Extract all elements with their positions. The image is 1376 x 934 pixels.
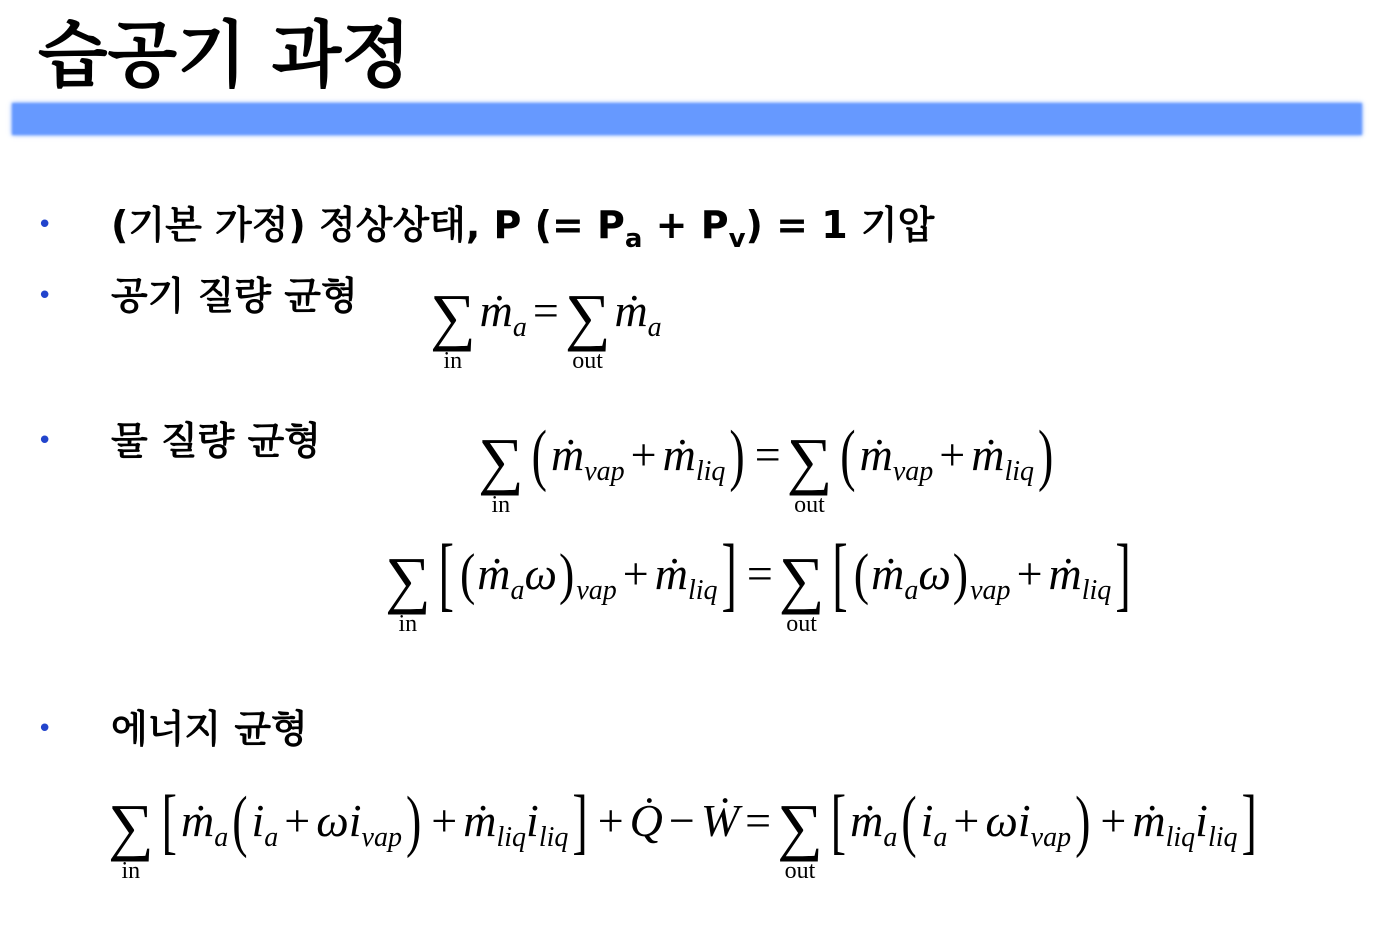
right-paren: ) — [405, 782, 422, 859]
limit-in: in — [121, 858, 141, 884]
left-bracket: [ — [161, 779, 177, 861]
m-dot-symbol: ṁ — [654, 548, 688, 599]
summation-in — [385, 544, 431, 637]
enthalpy-i-symbol: i — [526, 795, 539, 846]
lhs-terms — [435, 527, 779, 619]
water-mass-balance-equation-1 — [478, 416, 1057, 518]
subscript-a: a — [510, 575, 525, 606]
summation-in — [108, 791, 154, 884]
subscript-a: a — [624, 224, 643, 254]
slide-title: 습공기 과정 — [38, 13, 411, 97]
subscript-a: a — [933, 822, 948, 853]
bullet-marker: • — [37, 714, 53, 744]
subscript-liq: liq — [538, 822, 569, 853]
energy-balance-equation — [108, 779, 1261, 884]
sigma-symbol: ∑ — [564, 281, 611, 352]
left-bracket: [ — [438, 527, 454, 619]
air-mass-balance-equation — [430, 281, 662, 374]
enthalpy-i-symbol: i — [251, 795, 265, 846]
summation-out — [786, 425, 833, 518]
omega-symbol: ω — [524, 548, 557, 599]
section-heading-water-mass: 물 질량 균형 — [111, 419, 321, 463]
m-dot-symbol: ṁ — [477, 548, 511, 599]
left-bracket: [ — [830, 779, 847, 861]
subscript-vap: vap — [892, 456, 934, 487]
subscript-liq: liq — [687, 575, 718, 606]
operator-plus: + — [284, 795, 311, 846]
limit-in: in — [491, 492, 511, 518]
m-dot-symbol: ṁ — [479, 285, 513, 336]
bullet-marker: • — [37, 210, 53, 240]
operator-plus: + — [597, 795, 624, 846]
subscript-liq: liq — [1004, 456, 1035, 487]
m-dot-symbol: ṁ — [550, 429, 585, 480]
section-heading-air-mass: 공기 질량 균형 — [111, 274, 358, 318]
bullet-marker: • — [37, 426, 53, 456]
right-paren: ) — [729, 416, 745, 493]
m-dot-symbol: ṁ — [180, 795, 215, 846]
enthalpy-i-symbol: i — [1195, 795, 1208, 846]
lhs-terms — [158, 779, 778, 861]
subscript-vap: vap — [970, 575, 1011, 606]
m-dot-symbol: ṁ — [662, 429, 696, 480]
m-dot-symbol: ṁ — [871, 548, 905, 599]
subscript-liq: liq — [1165, 822, 1196, 853]
left-paren: ( — [232, 782, 248, 859]
sigma-symbol: ∑ — [430, 281, 476, 352]
right-paren: ) — [1038, 416, 1054, 493]
m-dot-symbol: ṁ — [463, 795, 497, 846]
summation-in — [430, 281, 476, 374]
subscript-vap: vap — [1030, 822, 1072, 853]
subscript-a: a — [512, 312, 527, 343]
operator-plus: + — [630, 429, 657, 480]
sigma-symbol: ∑ — [108, 791, 154, 862]
rhs-terms — [836, 416, 1057, 493]
assumption-prefix: (기본 가정) 정상상태, P (= P — [111, 203, 625, 247]
limit-out: out — [572, 348, 603, 374]
m-dot-symbol: ṁ — [1048, 548, 1082, 599]
subscript-a: a — [264, 822, 279, 853]
right-paren: ) — [952, 541, 969, 606]
assumption-text — [111, 200, 934, 255]
left-paren: ( — [853, 541, 870, 606]
limit-in: in — [443, 348, 463, 374]
operator-plus: + — [1016, 548, 1043, 599]
left-paren: ( — [531, 416, 547, 493]
subscript-a: a — [214, 822, 229, 853]
subscript-liq: liq — [1207, 822, 1238, 853]
operator-plus: + — [622, 548, 649, 599]
operator-plus: + — [431, 795, 458, 846]
summation-out — [564, 281, 611, 374]
summation-in — [478, 425, 524, 518]
right-paren: ) — [1075, 782, 1091, 859]
enthalpy-i-symbol: i — [920, 795, 934, 846]
limit-out: out — [784, 858, 816, 884]
m-dot-symbol: ṁ — [859, 429, 893, 480]
left-paren: ( — [840, 416, 856, 493]
sigma-symbol: ∑ — [385, 544, 431, 615]
assumption-suffix: ) = 1 기압 — [745, 203, 935, 247]
left-paren: ( — [901, 782, 917, 859]
subscript-vap: vap — [361, 822, 402, 853]
subscript-liq: liq — [1081, 575, 1112, 606]
m-dot-symbol: ṁ — [850, 795, 884, 846]
limit-in: in — [398, 611, 418, 637]
right-paren: ) — [559, 541, 575, 606]
title-underline-bar — [12, 103, 1362, 135]
summation-out — [777, 791, 823, 884]
operator-equals: = — [532, 285, 559, 336]
heat-rate-q-dot-symbol: Q̇ — [629, 795, 663, 846]
right-bracket: ] — [721, 527, 737, 619]
limit-out: out — [794, 492, 825, 518]
left-paren: ( — [459, 541, 476, 606]
subscript-v: v — [728, 224, 746, 254]
omega-symbol: ω — [918, 548, 951, 599]
water-mass-balance-equation-2 — [385, 527, 1135, 637]
sigma-symbol: ∑ — [786, 425, 833, 496]
omega-symbol: ω — [316, 795, 349, 846]
section-heading-energy: 에너지 균형 — [111, 707, 308, 751]
subscript-liq: liq — [695, 456, 726, 487]
assumption-mid: + P — [642, 203, 729, 247]
rhs-terms — [828, 527, 1134, 619]
lhs-terms — [528, 416, 787, 493]
rhs-terms — [827, 779, 1261, 861]
right-bracket: ] — [1115, 527, 1131, 619]
right-bracket: ] — [1241, 779, 1257, 861]
operator-equals: = — [746, 548, 773, 599]
sigma-symbol: ∑ — [777, 791, 823, 862]
limit-out: out — [786, 611, 817, 637]
right-bracket: ] — [572, 779, 588, 861]
rhs-terms — [614, 287, 661, 347]
omega-symbol: ω — [985, 795, 1018, 846]
operator-plus: + — [1100, 795, 1127, 846]
sigma-symbol: ∑ — [478, 425, 524, 496]
subscript-a: a — [647, 312, 662, 343]
summation-out — [778, 544, 825, 637]
subscript-a: a — [883, 822, 898, 853]
subscript-liq: liq — [496, 822, 527, 853]
bullet-energy — [0, 704, 1000, 754]
m-dot-symbol: ṁ — [614, 285, 648, 336]
left-bracket: [ — [832, 527, 848, 619]
subscript-vap: vap — [576, 575, 617, 606]
m-dot-symbol: ṁ — [971, 429, 1005, 480]
operator-equals: = — [754, 429, 781, 480]
operator-minus: − — [668, 795, 695, 846]
enthalpy-i-symbol: i — [348, 795, 362, 846]
m-dot-symbol: ṁ — [1132, 795, 1166, 846]
bullet-assumption — [0, 200, 1000, 254]
subscript-vap: vap — [584, 456, 625, 487]
bullet-marker: • — [37, 281, 53, 311]
enthalpy-i-symbol: i — [1017, 795, 1031, 846]
operator-equals: = — [745, 795, 772, 846]
operator-plus: + — [953, 795, 980, 846]
operator-plus: + — [939, 429, 966, 480]
sigma-symbol: ∑ — [778, 544, 825, 615]
work-rate-w-dot-symbol: Ẇ — [700, 795, 740, 846]
lhs-terms — [480, 287, 565, 347]
subscript-a: a — [904, 575, 919, 606]
